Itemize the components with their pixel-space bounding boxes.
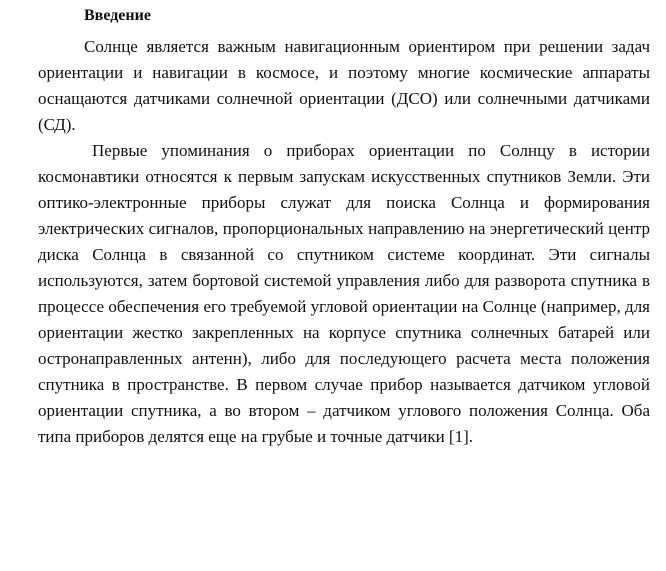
section-heading: Введение xyxy=(84,7,151,24)
paragraph-history: Первые упоминания о приборах ориентации по Солнцу в истории космонавтики относятся к первым запускам искусственных спутников Земли. Эти оптико-электронные приборы служат для поиска Солнца и формирования электрических сигналов, пропорциональных направлению на энергетический центр диска Солнца в связанной со спутником системе координат. Эти сигналы используются, затем бортовой системой управления либо для разворота спутника в процессе обеспечения его требуемой угловой ориентации на Солнце (например, для ориентации жестко закрепленных на корпусе спутника солнечных батарей или остронаправленных антенн), либо для последующего расчета места положения спутника в пространстве. В первом случае прибор называется датчиком угловой ориентации спутника, а во втором – датчиком углового положения Солнца. Оба типа приборов делятся еще на грубые и точные датчики [1]. xyxy=(38,141,650,446)
paragraph-intro: Солнце является важным навигационным ориентиром при решении задач ориентации и навигации в космосе, и поэтому многие космические аппараты оснащаются датчиками солнечной ориентации (ДСО) или солнечными датчиками (СД). xyxy=(38,37,650,134)
